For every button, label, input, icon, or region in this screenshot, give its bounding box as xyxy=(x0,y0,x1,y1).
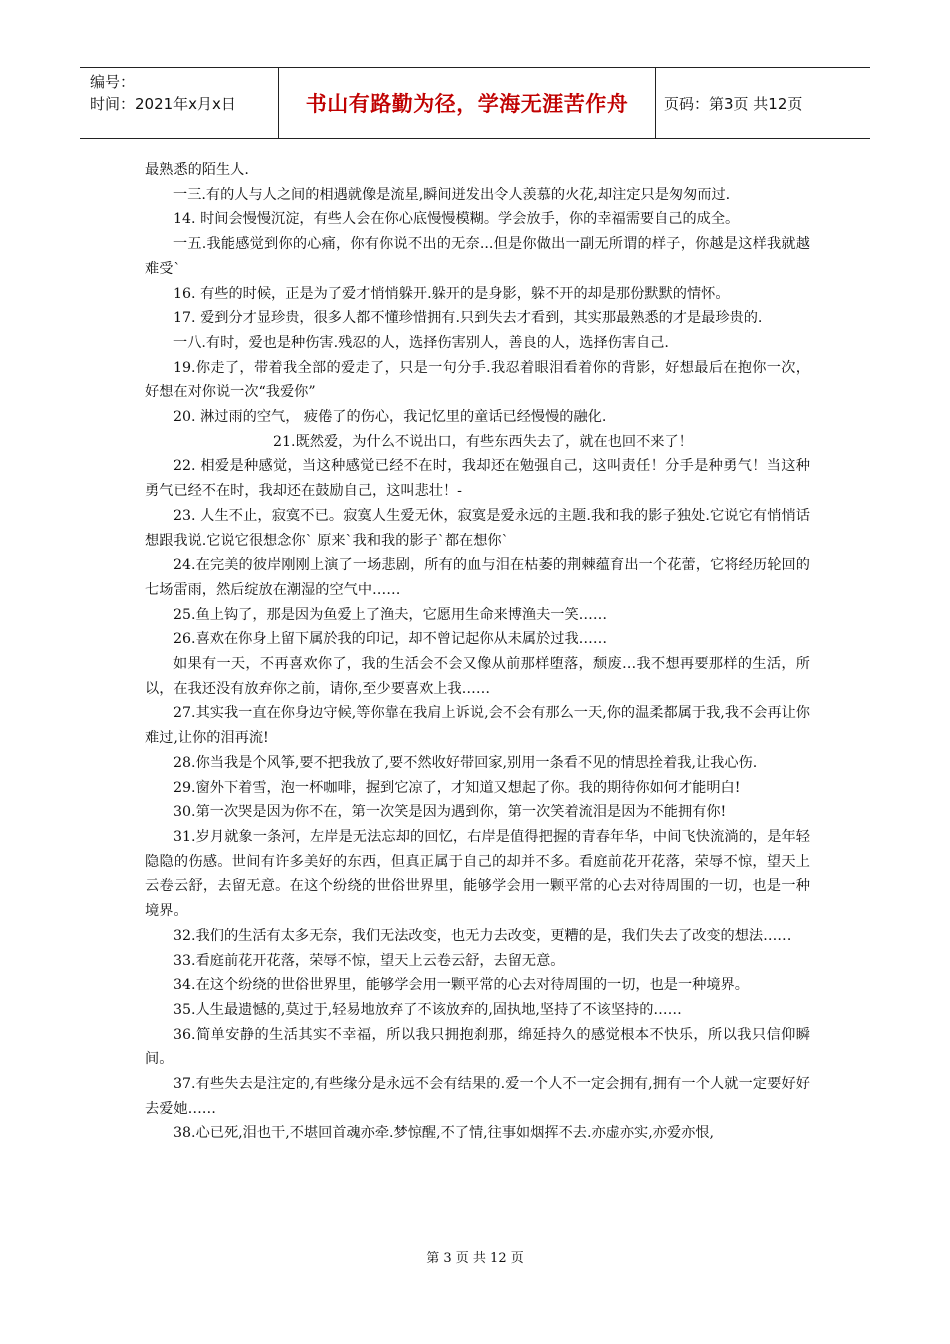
paragraph: 27.其实我一直在你身边守候,等你靠在我肩上诉说,会不会有那么一天,你的温柔都属于我,我不会再让你难过,让你的泪再流! xyxy=(145,705,810,747)
paragraph: 31.岁月就象一条河，左岸是无法忘却的回忆，右岸是值得把握的青春年华，中间飞快流淌的，是年轻隐隐的伤感。世间有许多美好的东西，但真正属于自己的却并不多。看庭前花开花落，荣辱不惊，望天上云卷云舒，去留无意。在这个纷绕的世俗世界里，能够学会用一颗平常的心去对待周围的一切，也是一种境界。 xyxy=(145,828,810,920)
paragraph: 16. 有些的时候，正是为了爱才悄悄躲开.躲开的是身影，躲不开的却是那份默默的情怀。 xyxy=(173,285,730,302)
paragraph: 一三.有的人与人之间的相遇就像是流星,瞬间迸发出令人羡慕的火花,却注定只是匆匆而过. xyxy=(173,186,731,203)
paragraph: 32.我们的生活有太多无奈，我们无法改变，也无力去改变，更糟的是，我们失去了改变的想法…… xyxy=(173,927,792,944)
paragraph: 一五.我能感觉到你的心痛，你有你说不出的无奈...但是你做出一副无所谓的样子，你越是这样我就越难受` xyxy=(145,236,810,277)
paragraph: 20. 淋过雨的空气， 疲倦了的伤心，我记忆里的童话已经慢慢的融化. xyxy=(173,409,607,426)
paragraph: 17. 爱到分才显珍贵，很多人都不懂珍惜拥有.只到失去才看到，其实那最熟悉的才是最珍贵的. xyxy=(173,310,763,327)
paragraph: 一八.有时，爱也是种伤害.残忍的人，选择伤害别人，善良的人，选择伤害自己. xyxy=(173,334,669,351)
paragraph: 33.看庭前花开花落，荣辱不惊，望天上云卷云舒，去留无意。 xyxy=(173,952,565,969)
page-header xyxy=(80,67,870,139)
header-motto: 书山有路勤为径，学海无涯苦作舟 xyxy=(278,68,656,138)
paragraph: 19.你走了，带着我全部的爱走了，只是一句分手.我忍着眼泪看着你的背影，好想最后在抱你一次，好想在对你说一次“我爱你” xyxy=(145,359,810,401)
paragraph: 如果有一天，不再喜欢你了，我的生活会不会又像从前那样堕落，颓废…我不想再要那样的生活，所以，在我还没有放弃你之前，请你,至少要喜欢上我…… xyxy=(145,656,810,697)
paragraph: 30.第一次哭是因为你不在，第一次笑是因为遇到你，第一次笑着流泪是因为不能拥有你! xyxy=(173,804,727,821)
header-left-cell xyxy=(80,68,278,138)
document-body xyxy=(145,158,810,1146)
paragraph: 26.喜欢在你身上留下属於我的印记，却不曾记起你从未属於过我…… xyxy=(173,631,608,648)
paragraph: 23. 人生不止，寂寞不已。寂寞人生爱无休，寂寞是爱永远的主题.我和我的影子独处.它说它有悄悄话想跟我说.它说它很想念你` 原来`我和我的影子`都在想你` xyxy=(145,507,810,549)
paragraph: 28.你当我是个风筝,要不把我放了,要不然收好带回家,别用一条看不见的情思拴着我,让我心伤. xyxy=(173,754,758,771)
paragraph: 34.在这个纷绕的世俗世界里，能够学会用一颗平常的心去对待周围的一切，也是一种境界。 xyxy=(173,977,749,994)
header-page-info: 页码：第3页 共12页 xyxy=(664,94,803,113)
page-footer: 第 3 页 共 12 页 xyxy=(426,1251,524,1266)
paragraph: 21.既然爱，为什么不说出口，有些东西失去了，就在也回不来了！ xyxy=(273,433,693,450)
paragraph: 35.人生最遗憾的,莫过于,轻易地放弃了不该放弃的,固执地,坚持了不该坚持的…… xyxy=(173,1001,682,1018)
paragraph: 22. 相爱是种感觉，当这种感觉已经不在时，我却还在勉强自己，这叫责任！分手是种勇气！当这种勇气已经不在时，我却还在鼓励自己，这叫悲壮！- xyxy=(145,458,810,500)
paragraph: 29.窗外下着雪，泡一杯咖啡，握到它凉了，才知道又想起了你。我的期待你如何才能明白! xyxy=(173,779,741,796)
paragraph: 38.心已死,泪也干,不堪回首魂亦牵.梦惊醒,不了情,往事如烟挥不去.亦虚亦实,亦爱亦恨, xyxy=(173,1125,715,1142)
document-date-label: 时间：2021年x月x日 xyxy=(90,95,236,113)
paragraph: 36.简单安静的生活其实不幸福，所以我只拥抱刹那，绵延持久的感觉根本不快乐，所以我只信仰瞬间。 xyxy=(145,1026,810,1068)
paragraph: 24.在完美的彼岸刚刚上演了一场悲剧，所有的血与泪在枯萎的荆棘蕴育出一个花蕾，它将经历轮回的七场雷雨，然后绽放在潮湿的空气中…… xyxy=(145,557,810,598)
paragraph: 最熟悉的陌生人. xyxy=(145,162,249,178)
document-number-label: 编号： xyxy=(90,73,136,91)
paragraph: 25.鱼上钩了，那是因为鱼爱上了渔夫，它愿用生命来博渔夫一笑…… xyxy=(173,606,608,623)
paragraph: 14. 时间会慢慢沉淀，有些人会在你心底慢慢模糊。学会放手，你的幸福需要自己的成全。 xyxy=(173,211,740,228)
paragraph: 37.有些失去是注定的,有些缘分是永远不会有结果的.爱一个人不一定会拥有,拥有一个人就一定要好好去爱她…… xyxy=(145,1076,810,1117)
